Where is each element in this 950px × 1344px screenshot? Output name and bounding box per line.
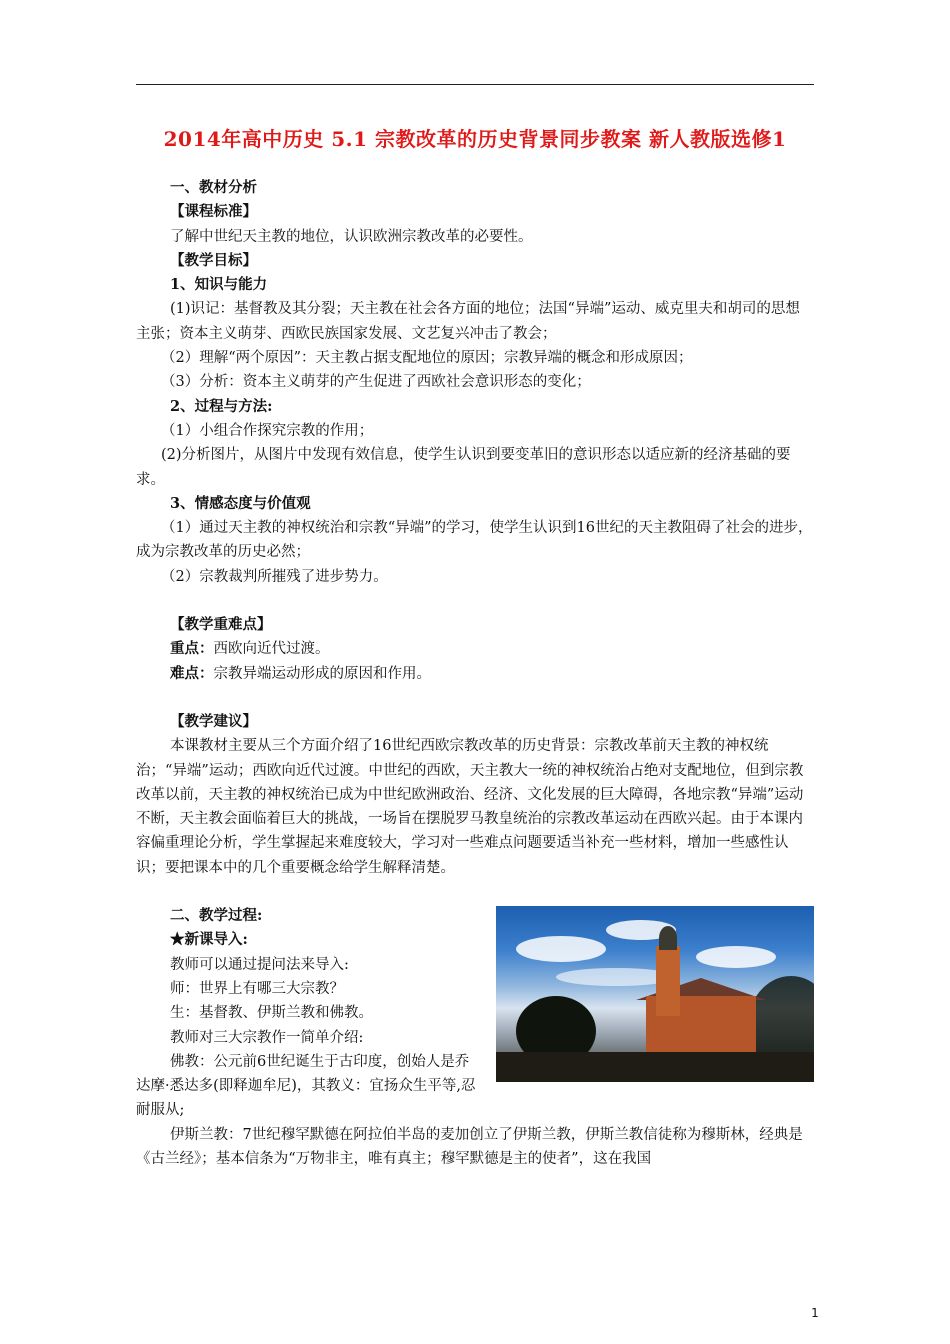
process-line-2: 师：世界上有哪三大宗教？ [170, 980, 344, 997]
process-item-1: （1）小组合作探究宗教的作用； [161, 422, 374, 439]
section-heading-2: 二、教学过程: [170, 907, 263, 925]
process-line-1: 教师可以通过提问法来导入: [170, 956, 349, 973]
process-line-4: 教师对三大宗教作一简单介绍: [170, 1029, 364, 1046]
course-standard-text: 了解中世纪天主教的地位，认识欧洲宗教改革的必要性。 [170, 228, 533, 245]
buddhism-text: 佛教：公元前6世纪诞生于古印度，创始人是乔达摩·悉达多(即释迦牟尼)，其教义：宜扬众生平等,忍耐服从; [136, 1053, 476, 1119]
key-points-heading: 【教学重难点】 [170, 616, 272, 634]
difficult-point-label: 难点： [170, 664, 214, 682]
document-title: 2014年高中历史 5.1 宗教改革的历史背景同步教案 新人教版选修1 [163, 127, 787, 151]
knowledge-heading: 1、知识与能力 [170, 276, 268, 294]
knowledge-item-2: （2）理解“两个原因”：天主教占据支配地位的原因；宗教异端的概念和形成原因； [161, 350, 693, 367]
process-heading: 2、过程与方法: [170, 397, 273, 415]
document-body [136, 176, 814, 1171]
values-item-2: （2）宗教裁判所摧残了进步势力。 [161, 568, 388, 585]
suggestions-heading: 【教学建议】 [170, 712, 257, 730]
church-photo [496, 906, 814, 1082]
key-point-text: 西欧向近代过渡。 [213, 641, 330, 658]
difficult-point [136, 662, 814, 686]
teaching-goals-heading: 【教学目标】 [170, 251, 257, 269]
suggestions-text: 本课教材主要从三个方面介绍了16世纪西欧宗教改革的历史背景：宗教改革前天主教的神权统治；“异端”运动；西欧向近代过渡。中世纪的西欧，天主教大一统的神权统治占绝对支配地位，但到宗教改革以前，天主教的神权统治已成为中世纪欧洲政治、经济、文化发展的巨大障碍，各地宗教“异端”运动不断，天主教会面临着巨大的挑战，一场旨在摆脱罗马教皇统治的宗教改革运动在西欧兴起。由于本课内容偏重理论分析，学生掌握起来难度较大，学习对一些难点问题要适当补充一些材料，增加一些感性认识；要把课本中的几个重要概念给学生解释清楚。 [136, 738, 804, 876]
section-heading-1: 一、教材分析 [170, 179, 257, 196]
knowledge-item-3: （3）分析：资本主义萌芽的产生促进了西欧社会意识形态的变化； [161, 374, 591, 391]
knowledge-item-1: (1)识记：基督教及其分裂；天主教在社会各方面的地位；法国“异端”运动、威克里夫和胡司的思想主张；资本主义萌芽、西欧民族国家发展、文艺复兴冲击了教会； [136, 301, 800, 342]
new-lesson-intro-heading: ★新课导入: [170, 931, 248, 949]
process-line-3: 生：基督教、伊斯兰教和佛教。 [170, 1005, 373, 1022]
process-item-2: (2)分析图片，从图片中发现有效信息，使学生认识到要变革旧的意识形态以适应新的经济基础的要求。 [136, 447, 791, 488]
key-point [136, 637, 814, 661]
values-heading: 3、情感态度与价值观 [170, 494, 311, 512]
page-number: 1 [811, 1306, 819, 1320]
values-item-1: （1）通过天主教的神权统治和宗教“异端”的学习，使学生认识到16世纪的天主教阻碍了社会的进步，成为宗教改革的历史必然； [136, 520, 813, 561]
header-rule [136, 84, 814, 85]
difficult-point-text: 宗教异端运动形成的原因和作用。 [213, 665, 431, 682]
key-point-label: 重点： [170, 640, 214, 658]
course-standard-heading: 【课程标准】 [170, 203, 257, 221]
islam-text: 伊斯兰教：7世纪穆罕默德在阿拉伯半岛的麦加创立了伊斯兰教，伊斯兰教信徒称为穆斯林，经典是《古兰经》；基本信条为“万物非主，唯有真主；穆罕默德是主的使者”，这在我国 [136, 1126, 803, 1167]
